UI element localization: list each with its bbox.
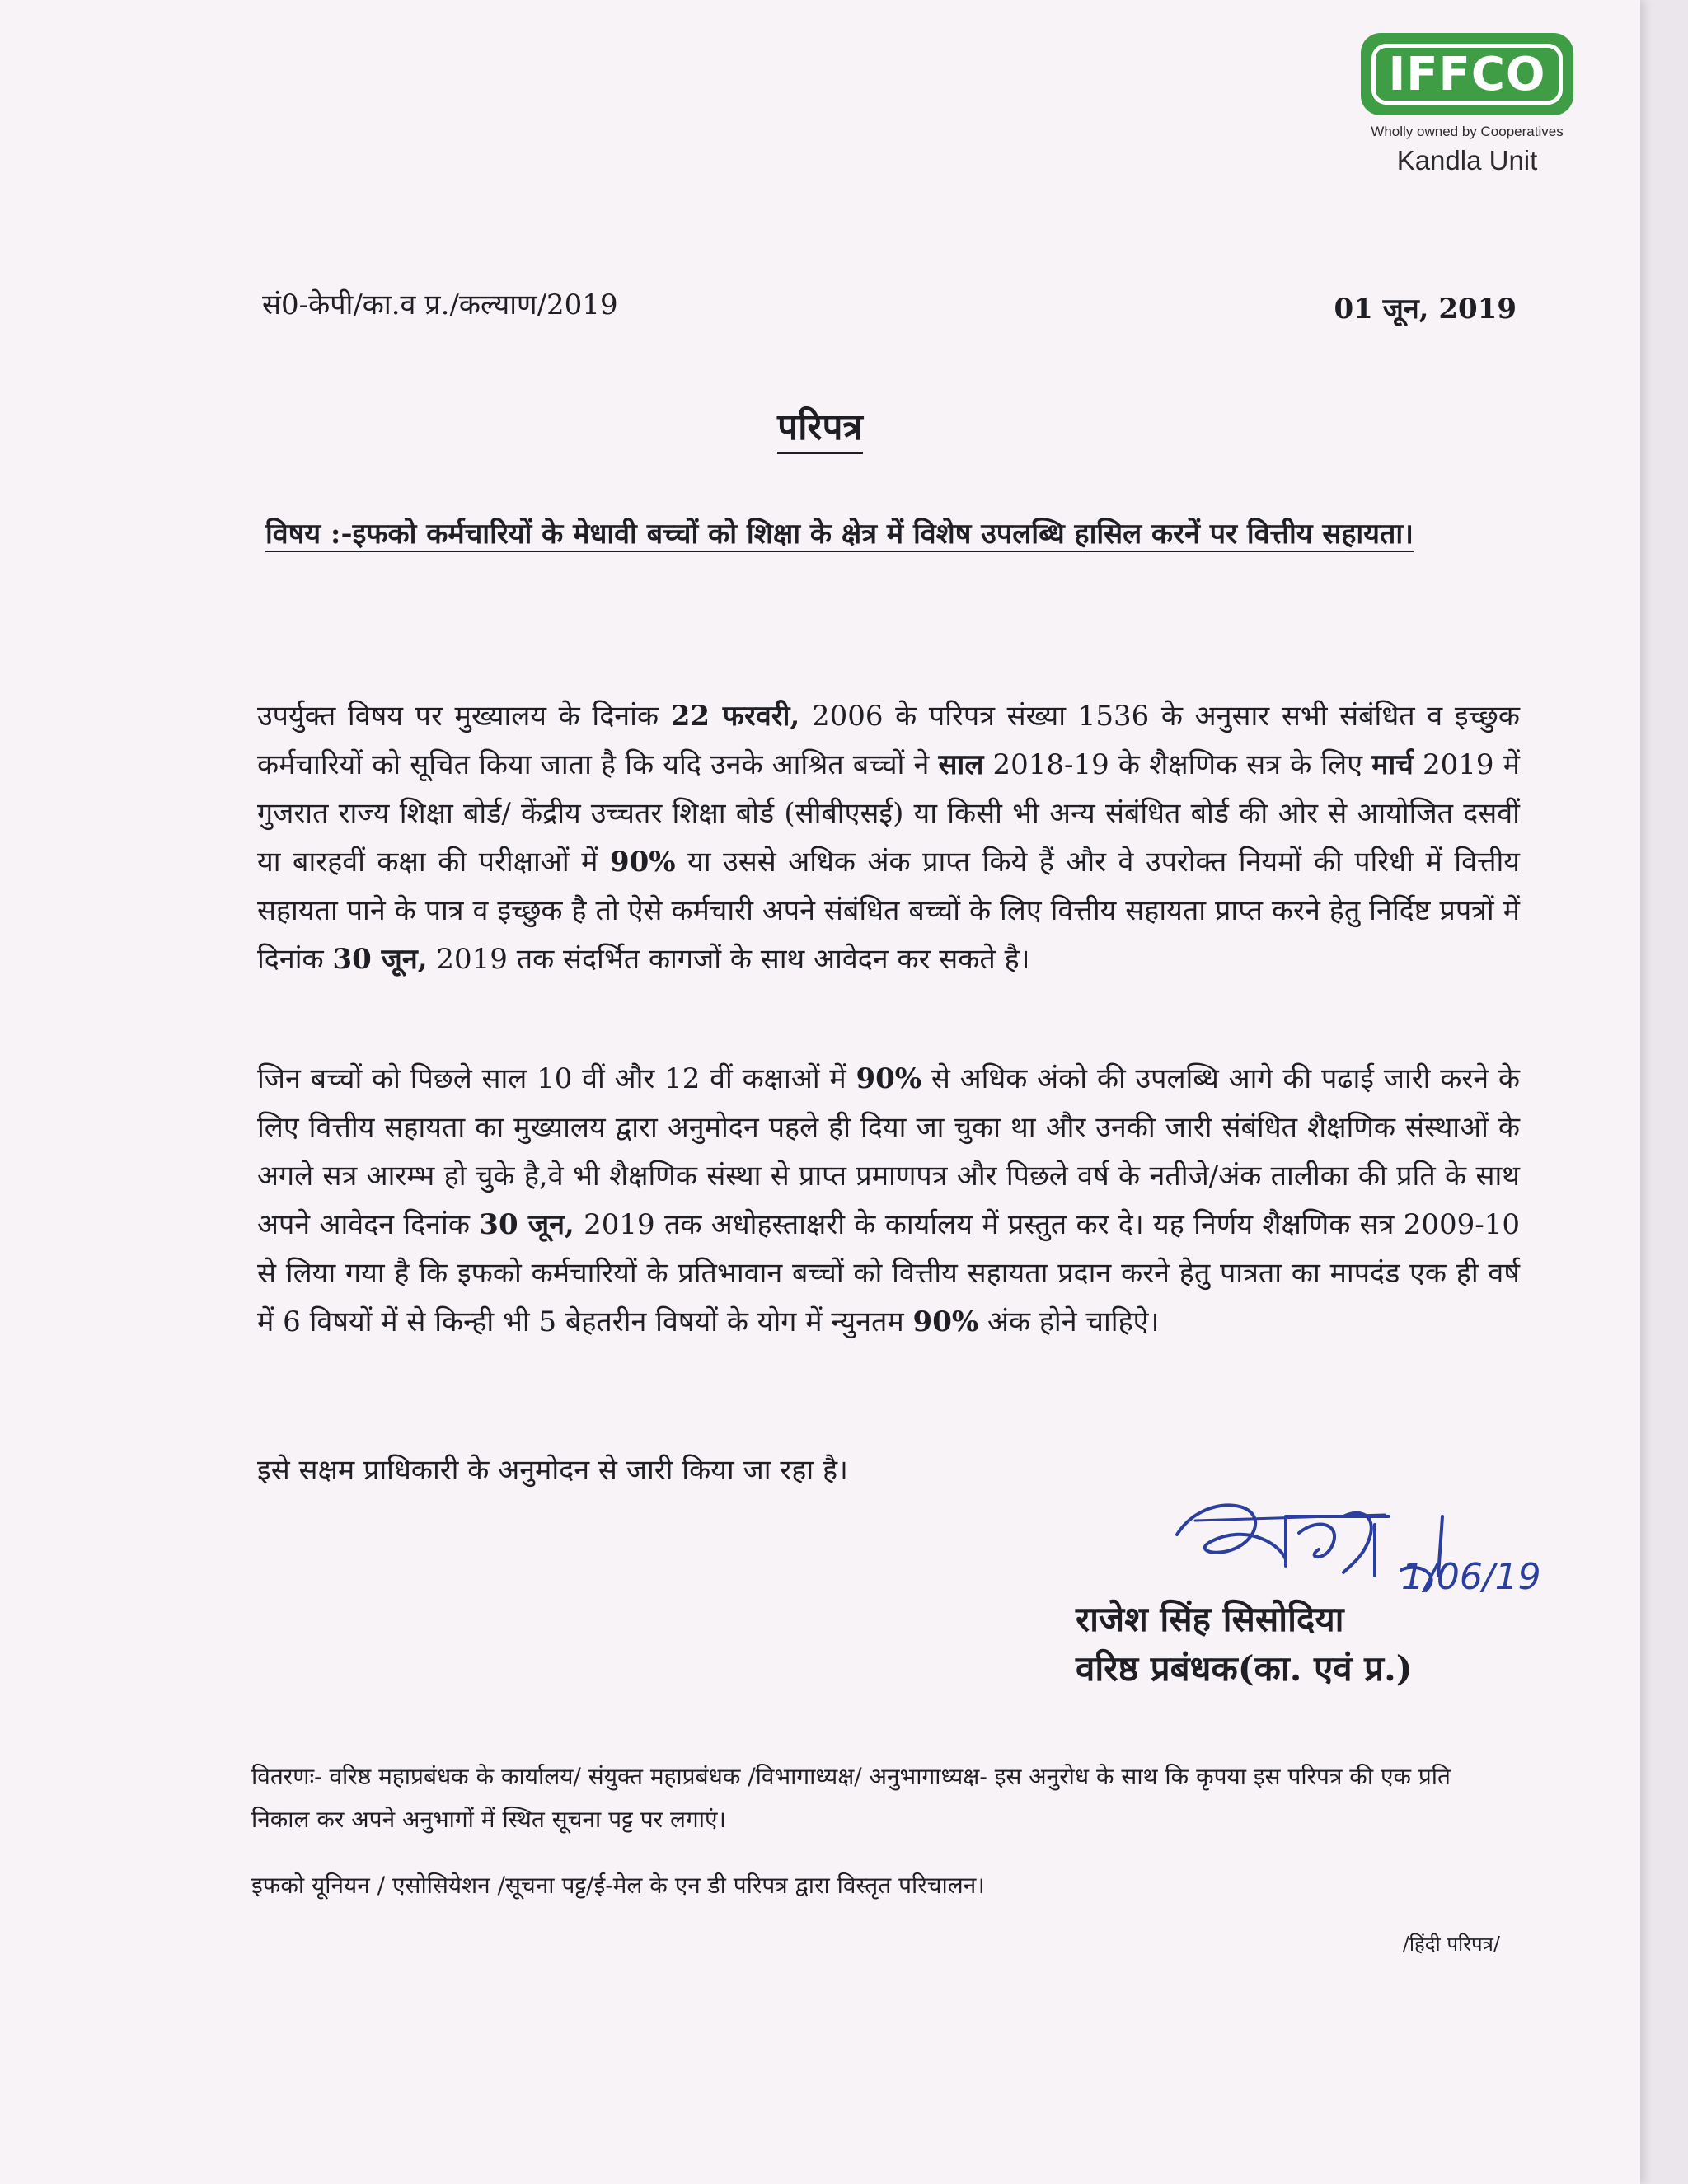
company-logo	[1343, 33, 1591, 176]
p2-bold-deadline: 30 जून,	[479, 1208, 574, 1241]
p1-bold-deadline: 30 जून,	[332, 943, 428, 976]
p2-text-1: जिन बच्चों को पिछले साल 10 वीं और 12 वीं कक्षाओं में	[257, 1062, 856, 1095]
svg-text:1/06/19: 1/06/19	[1401, 1556, 1541, 1598]
distribution-list: वितरणः- वरिष्ठ महाप्रबंधक के कार्यालय/ संयुक्त महाप्रबंधक /विभागाध्यक्ष/ अनुभागाध्यक्ष- इस अनुरोध के साथ कि कृपया इस परिपत्र की एक प्रति निकाल कर अपने अनुभागों में स्थित सूचना पट्ट पर लगाएं।	[251, 1763, 1451, 1833]
logo-unit-name: Kandla Unit	[1396, 145, 1538, 176]
signatory-name: राजेश सिंह सिसोदिया	[1076, 1599, 1344, 1639]
reference-number: सं0-केपी/का.व प्र./कल्याण/2019	[262, 288, 618, 321]
signatory-designation: वरिष्ठ प्रबंधक(का. एवं प्र.)	[1076, 1648, 1413, 1689]
p1-bold-percent: 90%	[609, 846, 676, 879]
logo-tagline: Wholly owned by Cooperatives	[1371, 124, 1564, 139]
p1-text-1: उपर्युक्त विषय पर मुख्यालय के दिनांक	[257, 700, 671, 733]
body-paragraph-2	[257, 1055, 1520, 1347]
logo-badge	[1361, 33, 1573, 115]
document-date: 01 जून, 2019	[1334, 293, 1517, 326]
logo-wordmark: IFFCO	[1372, 44, 1563, 105]
page-title	[0, 401, 1640, 450]
subject-line	[265, 509, 1518, 559]
p2-bold-percent-min: 90%	[912, 1305, 979, 1338]
p1-text-3: 2018-19 के शैक्षणिक सत्र के लिए	[983, 748, 1372, 781]
p2-text-4: अंक होने चाहिऐ।	[978, 1305, 1160, 1338]
body-paragraph-1	[257, 692, 1520, 984]
body-paragraph-3: इसे सक्षम प्राधिकारी के अनुमोदन से जारी किया जा रहा है।	[257, 1454, 848, 1487]
p2-text-3: 2019 तक अधोहस्ताक्षरी के कार्यालय में प्रस्तुत कर दे। यह निर्णय शैक्षणिक सत्र 2009-10 से लिया गया है कि इफको कर्मचारियों के प्रतिभावान बच्चों को वित्तीय सहायता प्रदान करने हेतु पात्रता का मापदंड एक ही वर्ष में 6 विषयों में से किन्ही भी 5 बेहतरीन विषयों के योग में न्युनतम	[257, 1208, 1520, 1338]
p1-bold-date: 22 फरवरी,	[670, 700, 800, 733]
subject-text: विषय :-इफको कर्मचारियों के मेधावी बच्चों को शिक्षा के क्षेत्र में विशेष उपलब्धि हासिल करनें पर वित्तीय सहायता।	[265, 518, 1414, 551]
p1-bold-month: मार्च	[1372, 748, 1414, 781]
p1-text-4: 2019 में गुजरात राज्य शिक्षा बोर्ड/ केंद्रीय उच्चतर शिक्षा बोर्ड (सीबीएसई) या किसी भी अन्य संबंधित बोर्ड की ओर से आयोजित दसवीं या बारहवीं कक्षा की परीक्षाओं में	[257, 748, 1520, 879]
title-text: परिपत्र	[777, 406, 863, 454]
distribution-note: इफको यूनियन / एसोसियेशन /सूचना पट्ट/ई-मेल के एन डी परिपत्र द्वारा विस्तृत परिचालन।	[251, 1872, 985, 1899]
p1-text-6: 2019 तक संदर्भित कागजों के साथ आवेदन कर सकते है।	[427, 943, 1030, 976]
footer-tag: /हिंदी परिपत्र/	[1402, 1933, 1500, 1956]
p1-text-2: 2006 के परिपत्र संख्या 1536 के अनुसार सभी संबंधित व इच्छुक कर्मचारियों को सूचित किया जाता है कि यदि उनके आश्रित बच्चों ने	[257, 700, 1520, 781]
p2-text-2: से अधिक अंको की उपलब्धि आगे की पढाई जारी करने के लिए वित्तीय सहायता का मुख्यालय द्वारा अनुमोदन पहले ही दिया जा चुका था और उनकी जारी संबंधित शैक्षणिक संस्थाओं के अगले सत्र आरम्भ हो चुके है,वे भी शैक्षणिक संस्था से प्राप्त प्रमाणपत्र और पिछले वर्ष के नतीजे/अंक तालीका की प्रति के साथ अपने आवेदन दिनांक	[257, 1062, 1520, 1241]
p1-text-5: या उससे अधिक अंक प्राप्त किये हैं और वे उपरोक्त नियमों की परिधी में वित्तीय सहायता पाने के पात्र व इच्छुक है तो ऐसे कर्मचारी अपने संबंधित बच्चों के लिए वित्तीय सहायता प्राप्त करने हेतु निर्दिष्ट प्रपत्रों में दिनांक	[257, 846, 1521, 976]
p2-bold-percent: 90%	[856, 1062, 922, 1095]
p1-bold-year: साल	[938, 748, 984, 781]
